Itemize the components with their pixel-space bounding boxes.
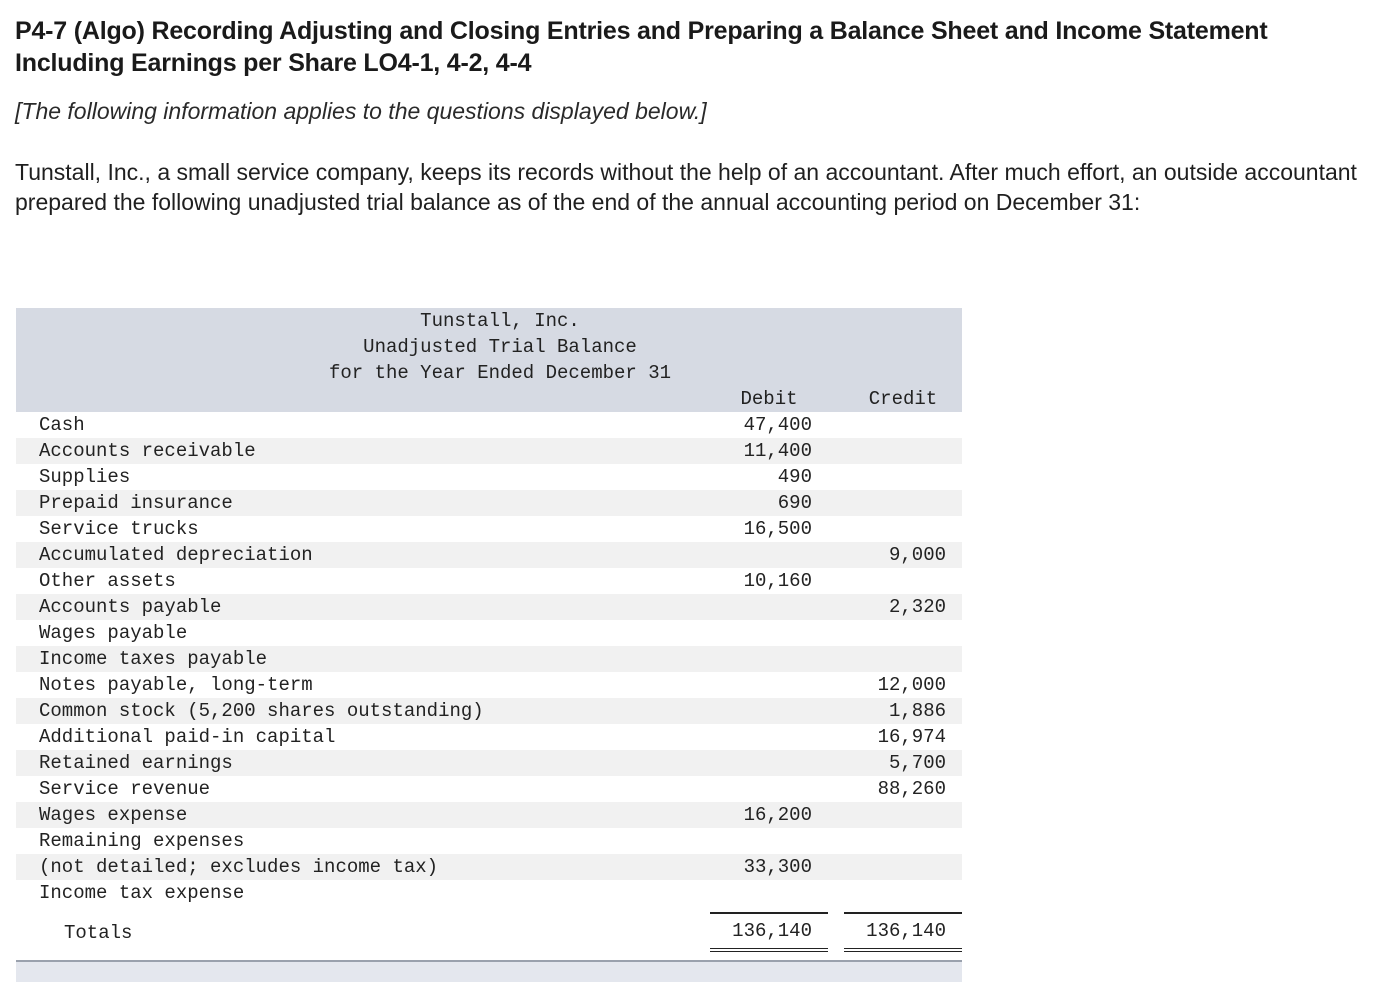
debit-amount: 16,200 [743,804,812,826]
debit-amount: 33,300 [743,856,812,878]
statement-name: Unadjusted Trial Balance [363,336,637,358]
totals-label: Totals [64,922,133,944]
total-credit: 136,140 [844,912,962,952]
table-row [16,464,962,490]
account-label: Wages expense [39,804,188,826]
account-label: Cash [39,414,85,436]
account-label: Accounts receivable [39,440,256,462]
account-label: Income taxes payable [39,648,268,670]
credit-amount: 16,974 [877,726,946,748]
problem-intro: Tunstall, Inc., a small service company, keeps its records without the help of an accountant. After much effort, an outside accountant prepared the following unadjusted trial balance as of the end of the annual accounting period on December 31: [15,159,1357,215]
credit-column-header: Credit [868,388,938,410]
debit-amount: 490 [777,466,812,488]
credit-amount: 2,320 [888,596,946,618]
credit-amount: 12,000 [877,674,946,696]
table-row [16,880,962,906]
credit-amount: 9,000 [888,544,946,566]
table-row [16,802,962,828]
account-label: Service trucks [39,518,199,540]
table-row [16,542,962,568]
debit-amount: 47,400 [743,414,812,436]
trial-balance-rows [16,412,962,906]
debit-column-header: Debit [740,388,798,410]
account-label: Remaining expenses [39,830,245,852]
table-row [16,412,962,438]
table-row [16,828,962,854]
next-section-bar [16,960,962,982]
table-row [16,490,962,516]
account-label: Retained earnings [39,752,233,774]
applies-note: [The following information applies to the questions displayed below.] [15,98,707,124]
account-label: Accumulated depreciation [39,544,313,566]
account-label: Accounts payable [39,596,222,618]
account-label: Service revenue [39,778,211,800]
account-label: Income tax expense [39,882,245,904]
totals-row [16,912,962,956]
total-debit: 136,140 [710,912,828,952]
account-label: Other assets [39,570,176,592]
table-row [16,568,962,594]
table-row [16,698,962,724]
table-row [16,594,962,620]
table-row [16,438,962,464]
table-row [16,516,962,542]
table-row [16,724,962,750]
table-row [16,854,962,880]
statement-period: for the Year Ended December 31 [328,362,672,384]
trial-balance-header [16,308,962,412]
company-name: Tunstall, Inc. [420,310,580,332]
table-row [16,750,962,776]
credit-amount: 1,886 [888,700,946,722]
table-row [16,776,962,802]
trial-balance-table [16,308,962,956]
debit-amount: 10,160 [743,570,812,592]
account-label: Additional paid-in capital [39,726,336,748]
credit-amount: 88,260 [877,778,946,800]
account-label: Wages payable [39,622,188,644]
debit-amount: 11,400 [743,440,812,462]
account-label: (not detailed; excludes income tax) [39,856,439,878]
problem-title: P4-7 (Algo) Recording Adjusting and Closing Entries and Preparing a Balance Sheet and Income Statement Including Earnings per Share LO4-1, 4-2, 4-4 [15,17,1268,77]
table-row [16,646,962,672]
debit-amount: 690 [777,492,812,514]
account-label: Common stock (5,200 shares outstanding) [39,700,484,722]
table-row [16,672,962,698]
credit-amount: 5,700 [888,752,946,774]
account-label: Supplies [39,466,131,488]
account-label: Prepaid insurance [39,492,233,514]
debit-amount: 16,500 [743,518,812,540]
account-label: Notes payable, long-term [39,674,313,696]
table-row [16,620,962,646]
